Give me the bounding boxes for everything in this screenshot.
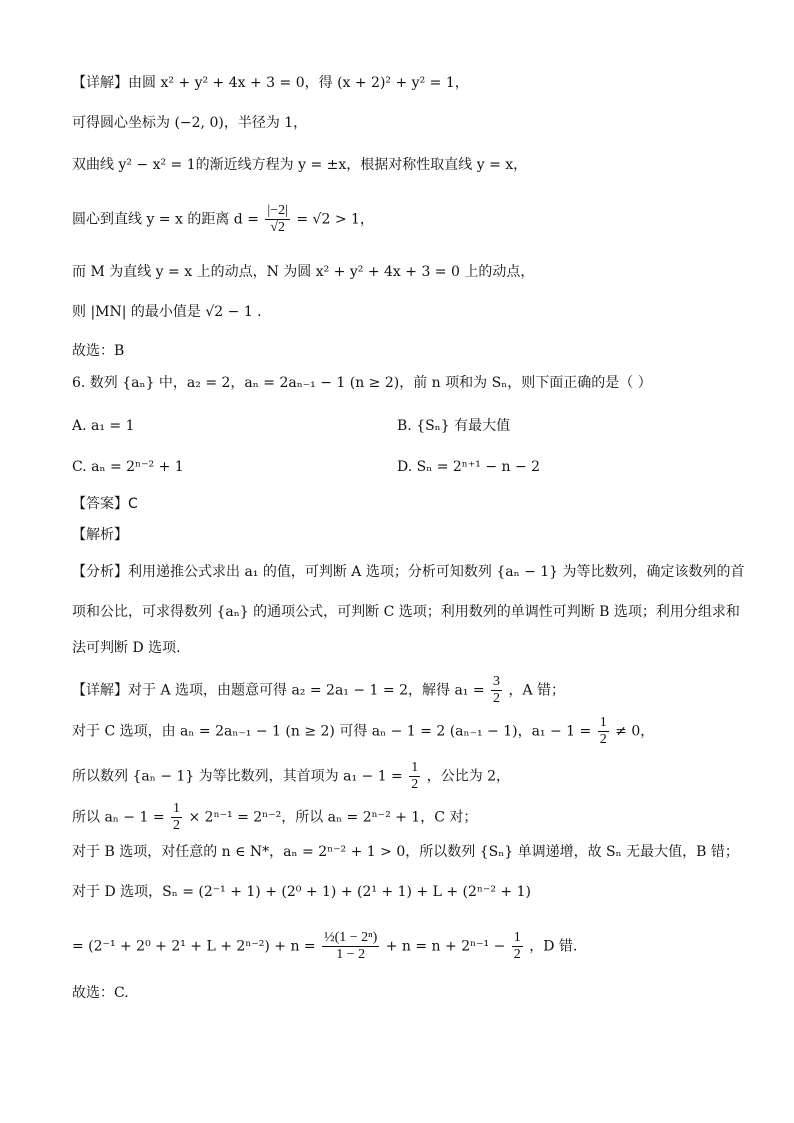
detail-d-fraction <box>322 930 379 963</box>
option-a: A. a₁ = 1 <box>72 418 135 434</box>
solution-detail-line-2: 可得圆心坐标为 (−2, 0)，半径为 1， <box>72 115 308 131</box>
detail-general-term <box>72 801 477 834</box>
question-6-stem: 6. 数列 {aₙ} 中，a₂ = 2，aₙ = 2aₙ₋₁ − 1 (n ≥ 2)，前 n 项和为 Sₙ，则下面正确的是（ ） <box>72 375 652 391</box>
detail-d-mid: + n = n + 2ⁿ⁻¹ − <box>385 938 506 955</box>
detail-d-post: ，D 错. <box>529 938 578 955</box>
fraction-denominator: 2 <box>599 732 607 747</box>
detail-option-c <box>72 715 654 748</box>
analysis-label: 【解析】 <box>72 527 128 543</box>
solution-detail-line-4 <box>72 203 374 236</box>
option-b: B. {Sₙ} 有最大值 <box>397 418 511 434</box>
distance-text-pre: 圆心到直线 y = x 的距离 d = <box>72 211 259 228</box>
fraction-numerator: 1 <box>173 801 181 816</box>
detail-option-d-sum: 对于 D 选项，Sₙ = (2⁻¹ + 1) + (2⁰ + 1) + (2¹ + 1) + L + (2ⁿ⁻² + 1) <box>72 884 531 900</box>
solution-detail-line-1: 【详解】由圆 x² + y² + 4x + 3 = 0，得 (x + 2)² + y² = 1， <box>72 75 469 91</box>
detail-a-pre: 【详解】对于 A 选项，由题意可得 a₂ = 2a₁ − 1 = 2，解得 a₁ = <box>72 682 485 699</box>
detail-c-pre: 对于 C 选项，由 aₙ = 2aₙ₋₁ − 1 (n ≥ 2) 可得 aₙ − 1 = 2 (aₙ₋₁ − 1)，a₁ − 1 = <box>72 723 592 740</box>
detail-a-post: ，A 错； <box>508 682 566 699</box>
fraction-denominator: 2 <box>173 818 181 833</box>
solution-detail-line-5: 而 M 为直线 y = x 上的动点，N 为圆 x² + y² + 4x + 3 = 0 上的动点， <box>72 264 535 280</box>
fraction-numerator: |−2| <box>267 203 288 218</box>
fraction-numerator: ½(1 − 2ⁿ) <box>324 930 378 945</box>
fraction-numerator: 3 <box>493 674 501 689</box>
answer-label: 【答案】C <box>72 496 138 512</box>
final-choice: 故选：C. <box>72 985 129 1001</box>
distance-fraction <box>265 203 290 236</box>
detail-option-d-result <box>72 930 577 963</box>
solution-detail-line-6: 则 |MN| 的最小值是 √2 − 1 . <box>72 304 262 320</box>
fraction-numerator: 1 <box>599 715 607 730</box>
fraction-numerator: 1 <box>411 760 419 775</box>
detail-option-b: 对于 B 选项，对任意的 n ∈ N*，aₙ = 2ⁿ⁻² + 1 > 0，所以数列 {Sₙ} 单调递增，故 Sₙ 无最大值，B 错； <box>72 844 739 860</box>
detail-c-fraction <box>598 715 609 748</box>
fraction-denominator: 1 − 2 <box>336 947 366 962</box>
analysis-line-1: 【分析】利用递推公式求出 a₁ 的值，可判断 A 选项；分析可知数列 {aₙ − 1} 为等比数列，确定该数列的首 <box>72 564 745 580</box>
fraction-denominator: 2 <box>411 777 419 792</box>
detail-c-post: ≠ 0， <box>615 723 655 740</box>
detail-term-fraction <box>171 801 182 834</box>
option-c: C. aₙ = 2ⁿ⁻² + 1 <box>72 459 184 475</box>
analysis-line-3: 法可判断 D 选项. <box>72 640 181 656</box>
detail-geo-fraction <box>409 760 420 793</box>
distance-text-post: = √2 > 1， <box>296 211 374 228</box>
analysis-line-2: 项和公比，可求得数列 {aₙ} 的通项公式，可判断 C 选项；利用数列的单调性可判断 B 选项；利用分组求和 <box>72 604 740 620</box>
option-d: D. Sₙ = 2ⁿ⁺¹ − n − 2 <box>397 459 541 475</box>
detail-option-a <box>72 674 565 707</box>
detail-a-fraction <box>491 674 502 707</box>
detail-geo-pre: 所以数列 {aₙ − 1} 为等比数列，其首项为 a₁ − 1 = <box>72 768 403 785</box>
detail-d-pre: = (2⁻¹ + 2⁰ + 2¹ + L + 2ⁿ⁻²) + n = <box>72 938 316 955</box>
fraction-numerator: 1 <box>513 930 521 945</box>
detail-term-post: × 2ⁿ⁻¹ = 2ⁿ⁻²，所以 aₙ = 2ⁿ⁻² + 1，C 对； <box>188 809 478 826</box>
detail-geo-post: ，公比为 2， <box>426 768 511 785</box>
solution-detail-line-3: 双曲线 y² − x² = 1的渐近线方程为 y = ±x，根据对称性取直线 y = x， <box>72 157 528 173</box>
solution-choice-b: 故选：B <box>72 343 125 359</box>
fraction-denominator: 2 <box>513 947 521 962</box>
detail-geometric-sequence <box>72 760 510 793</box>
fraction-denominator: 2 <box>493 691 501 706</box>
detail-d-fraction-2 <box>512 930 523 963</box>
detail-term-pre: 所以 aₙ − 1 = <box>72 809 165 826</box>
fraction-denominator: √2 <box>270 220 285 235</box>
